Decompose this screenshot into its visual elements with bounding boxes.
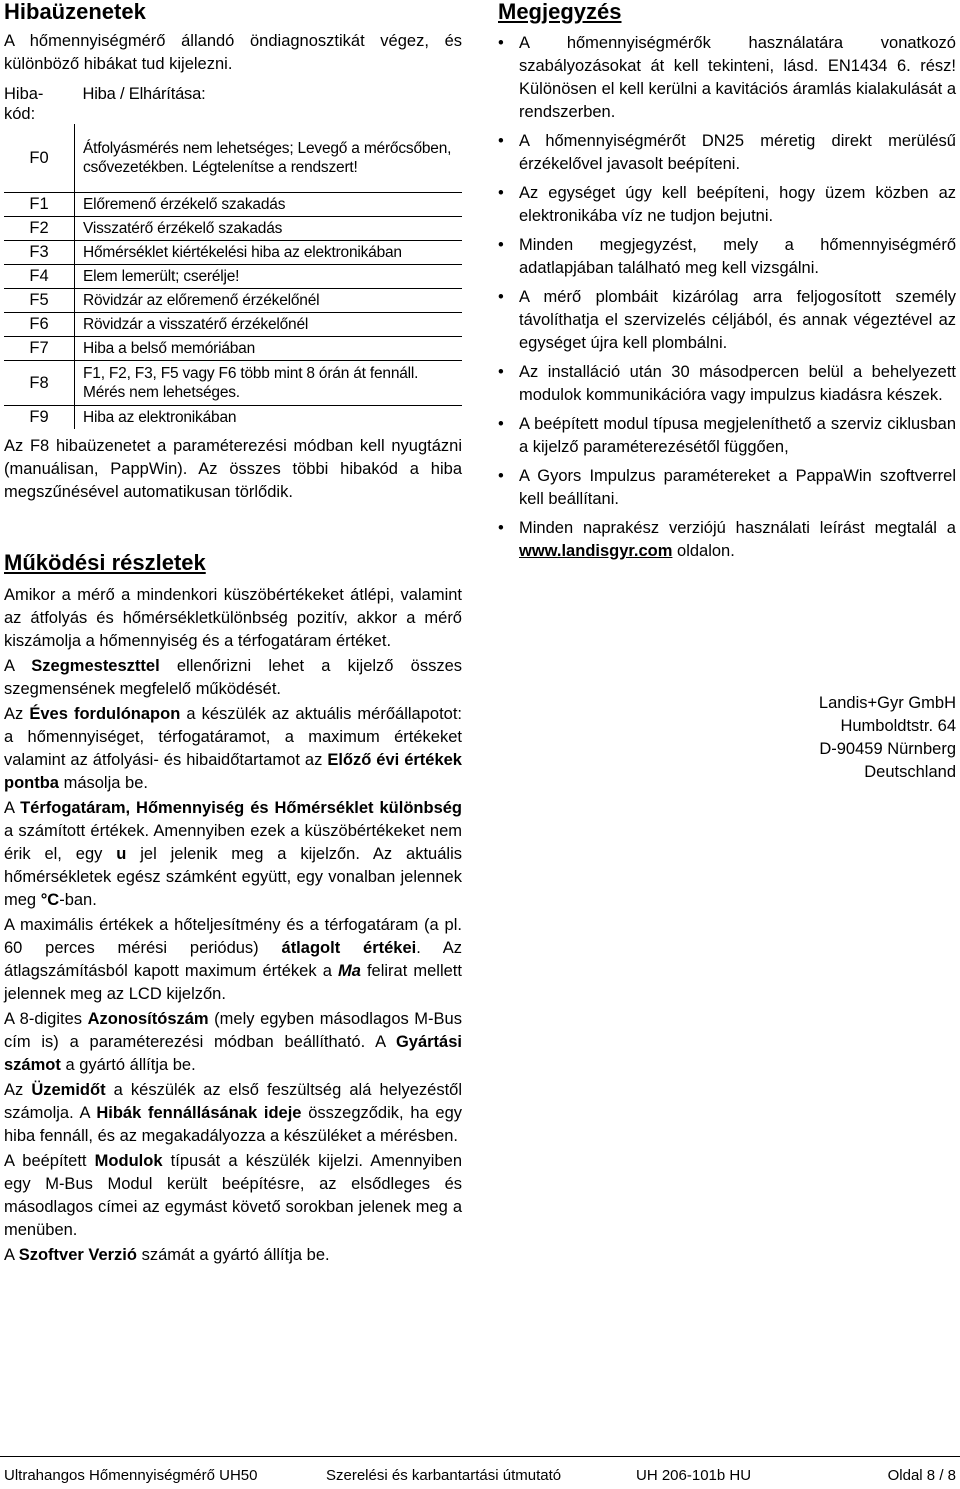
error-code: F9 [4,406,75,430]
error-intro-text: A hőmennyiségmérő állandó öndiagnosztikát végez, és különböző hibákat tud kijelezni. [4,32,462,73]
error-desc: F1, F2, F3, F5 vagy F6 több mint 8 órán át fennáll. Mérés nem lehetséges. [75,361,463,406]
error-desc: Visszatérő érzékelő szakadás [75,217,463,241]
error-desc: Hiba a belső memóriában [75,337,463,361]
error-code: F7 [4,337,75,361]
table-row [4,313,462,337]
bullet-icon: • [498,184,504,202]
address-line: D-90459 Nürnberg [819,740,956,758]
ops-paragraph: Amikor a mérő a mindenkori küszöbértékeket átlépi, valamint az átfolyás és hőmérsékletkülönbség pozitív, akkor a mérő kiszámolja a hőmennyiség és a térfogatáram értéket. [4,586,462,650]
error-desc: Előremenő érzékelő szakadás [75,193,463,217]
footer-doc-code: UH 206-101b HU [636,1467,752,1484]
error-messages-heading: Hibaüzenetek [4,0,146,24]
address-line: Humboldtstr. 64 [840,717,956,735]
ops-paragraph: A 8-digites Azonosítószám (mely egyben másodlagos M-Bus cím is) a paraméterezési módban beállítható. A Gyártási számot a gyártó állítja be. [4,1010,462,1074]
bullet-icon: • [498,236,504,254]
error-code: F2 [4,217,75,241]
table-row [4,265,462,289]
error-desc: Elem lemerült; cserélje! [75,265,463,289]
footer-manual-title: Szerelési és karbantartási útmutató [326,1467,562,1484]
error-desc: Rövidzár az előremenő érzékelőnél [75,289,463,313]
list-item: • Az egységet úgy kell beépíteni, hogy üzem közben az elektronikába víz ne tudjon bejutni. [498,184,956,225]
notes-heading: Megjegyzés [498,0,622,24]
bullet-icon: • [498,288,504,306]
table-row [4,406,462,430]
table-row [4,217,462,241]
manufacturer-address [819,692,956,784]
error-code: F0 [4,124,75,193]
list-item: • A mérő plombáit kizárólag arra feljogosított személy távolíthatja el szervizelés céljából, és annak végeztével az egységet újra kell plombálni. [498,288,956,352]
ops-paragraph: A Szoftver Verzió számát a gyártó állítja be. [4,1246,330,1264]
operation-details-heading: Működési részletek [4,550,206,575]
ops-paragraph: A beépített Modulok típusát a készülék kijelzi. Amennyiben egy M-Bus Modul került beépítésre, az elsődleges és másodlagos címei az egymást követő sorokban jelenek meg a menüben. [4,1152,462,1239]
bullet-icon: • [498,519,504,537]
table-row [4,289,462,313]
bullet-icon: • [498,415,504,433]
bullet-icon: • [498,467,504,485]
error-code-table [4,84,462,429]
page-footer [0,1456,960,1487]
table-row [4,337,462,361]
bullet-icon: • [498,132,504,150]
right-column [498,0,956,781]
error-reset-note: Az F8 hibaüzenetet a paraméterezési módban kell nyugtázni (manuálisan, PappWin). Az összes többi hibakód a hiba megszűnésével automatikusan törlődik. [4,437,462,501]
error-code: F3 [4,241,75,265]
table-row [4,361,462,406]
error-desc: Átfolyásmérés nem lehetséges; Levegő a mérőcsőben, csővezetékben. Légtelenítse a rendszert! [75,124,463,193]
error-code: F8 [4,361,75,406]
address-line: Landis+Gyr GmbH [818,694,956,712]
operation-details-body [4,584,462,1267]
address-line: Deutschland [864,763,956,781]
error-desc: Rövidzár a visszatérő érzékelőnél [75,313,463,337]
error-desc-header: Hiba / Elhárítása: [82,85,206,103]
footer-page-number: Oldal 8 / 8 [887,1467,956,1484]
error-code: F4 [4,265,75,289]
error-code-header: Hiba- kód: [4,85,44,123]
error-desc: Hőmérséklet kiértékelési hiba az elektronikában [75,241,463,265]
table-row [4,124,462,193]
ops-paragraph: Az Üzemidőt a készülék az első feszültség alá helyezéstől számolja. A Hibák fennállásának ideje összegződik, ha egy hiba fennáll, és az megakadályozza a készüléket a mérésben. [4,1081,463,1145]
notes-list [498,32,956,563]
bullet-icon: • [498,363,504,381]
ops-paragraph: Az Éves fordulónapon a készülék az aktuális mérőállapotot: a hőmennyiséget, térfogatáramot, a maximum értékeket valamint az átfolyási- és hibaidőtartamot az Előző évi értékek pontba másolja be. [4,705,462,792]
error-desc: Hiba az elektronikában [83,409,237,426]
ops-paragraph: A Szegmesteszttel ellenőrizni lehet a kijelző összes szegmensének megfelelő működését. [4,657,462,698]
list-item: • A Gyors Impulzus paramétereket a PappaWin szoftverrel kell beállítani. [498,467,956,508]
ops-paragraph: A maximális értékek a hőteljesítmény és a térfogatáram (a pl. 60 perces mérési periódus) átlagolt értékei. Az átlagszámításból kapott maximum értékek a Ma felirat mellett jelennek meg az LCD kijelzőn. [4,916,462,1003]
table-row [4,193,462,217]
list-item: • Az installáció után 30 másodpercen belül a behelyezett modulok kommunikációra vagy impulzus kiadásra készek. [498,363,956,404]
left-column [4,0,462,1269]
footer-product: Ultrahangos Hőmennyiségmérő UH50 [4,1467,258,1484]
error-table-header [4,84,462,124]
ops-paragraph: A Térfogatáram, Hőmennyiség és Hőmérséklet különbség a számított értékek. Amennyiben ezek a küszöbértékeket nem érik el, egy u jel jelenik meg a kijelzőn. Az aktuális hőmérsékletek egész számként együtt, egy vonalban jelennek meg °C-ban. [4,799,463,909]
landisgyr-link[interactable]: www.landisgyr.com [519,542,673,560]
list-item: • A beépített modul típusa megjeleníthető a szerviz ciklusban a kijelző paraméterezésétől függően, [498,415,956,456]
error-code: F1 [4,193,75,217]
list-item: • A hőmennyiségmérőt DN25 méretig direkt merülésű érzékelővel javasolt beépíteni. [498,132,956,173]
error-code: F6 [4,313,75,337]
error-code: F5 [4,289,75,313]
list-item: • A hőmennyiségmérők használatára vonatkozó szabályozásokat át kell tekinteni, lásd. EN1434 6. rész! Különösen el kell kerülni a kavitációs áramlás kialakulását a rendszerben. [498,34,956,121]
list-item: • Minden naprakész verziójú használati leírást megtalál a www.landisgyr.com oldalon. [498,519,956,560]
table-row [4,241,462,265]
list-item: • Minden megjegyzést, mely a hőmennyiségmérő adatlapjában található meg kell vizsgálni. [498,236,956,277]
bullet-icon: • [498,34,504,52]
